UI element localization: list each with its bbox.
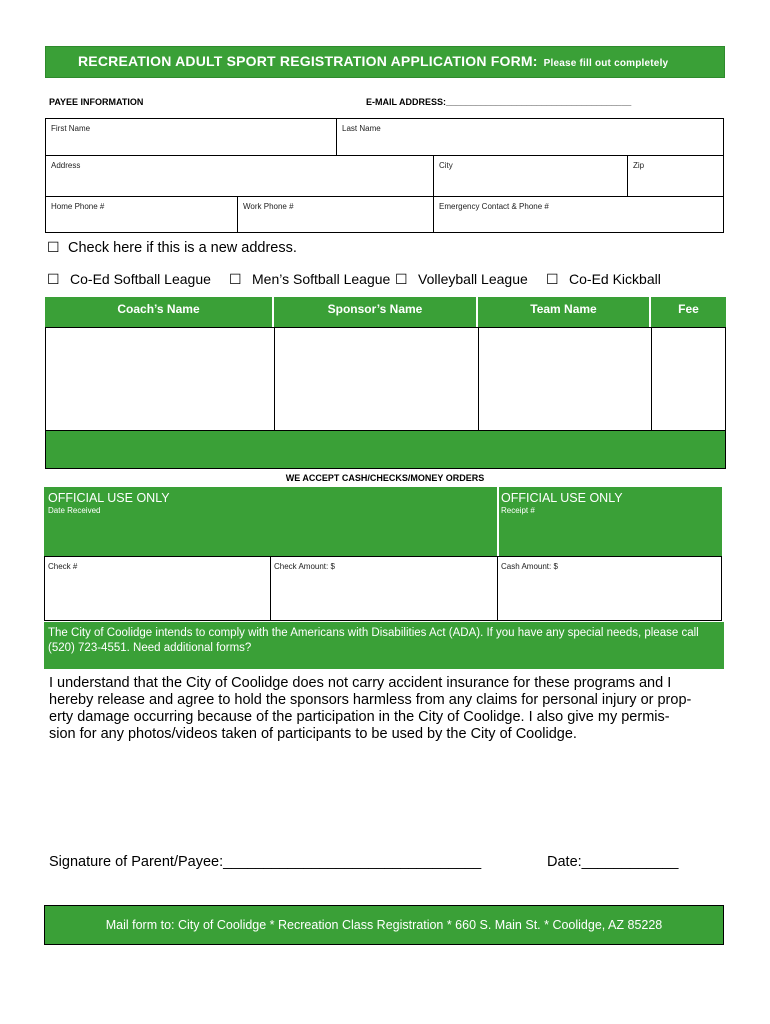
official-use-left-title: OFFICIAL USE ONLY [48, 491, 170, 505]
zip-field[interactable] [627, 155, 724, 197]
waiver-line: erty damage occurring because of the participation in the City of Coolidge. I also give my permis- [49, 709, 670, 725]
work-phone-label: Work Phone # [243, 202, 294, 211]
cash-amount-field[interactable] [497, 556, 722, 621]
waiver-paragraph [49, 675, 691, 743]
waiver-line: hereby release and agree to hold the sponsors harmless from any claims for personal injury or prop- [49, 692, 692, 708]
coach-name-header: Coach’s Name [45, 297, 274, 327]
official-use-left [44, 487, 497, 556]
sponsor-name-header: Sponsor’s Name [274, 297, 478, 327]
mailing-footer [44, 905, 724, 945]
cash-amount-label: Cash Amount: $ [501, 562, 558, 571]
form-title: RECREATION ADULT SPORT REGISTRATION APPLICATION FORM: Please fill out completely [78, 53, 669, 69]
team-name-header: Team Name [478, 297, 651, 327]
home-phone-field[interactable] [45, 196, 238, 233]
address-field[interactable] [45, 155, 434, 197]
new-address-row[interactable] [47, 239, 297, 257]
league-label: Men’s Softball League [252, 271, 391, 287]
league-checkbox[interactable]: ☐ [395, 271, 408, 287]
official-use-right [497, 487, 722, 556]
last-name-label: Last Name [342, 124, 381, 133]
work-phone-field[interactable] [237, 196, 434, 233]
emergency-contact-label: Emergency Contact & Phone # [439, 202, 549, 211]
league-label: Co-Ed Softball League [70, 271, 211, 287]
address-label: Address [51, 161, 81, 170]
form-subtitle: Please fill out completely [543, 58, 669, 69]
league-label: Volleyball League [418, 271, 528, 287]
ada-notice-text: The City of Coolidge intends to comply with the Americans with Disabilities Act (ADA). If you have any special needs, please call (520) 723-4551. Need additional forms? [48, 627, 699, 654]
official-use-right-title: OFFICIAL USE ONLY [501, 491, 623, 505]
payee-section-label: PAYEE INFORMATION [49, 97, 144, 107]
sponsor-name-field[interactable] [274, 327, 479, 430]
league-checkbox[interactable]: ☐ [546, 271, 559, 287]
form-title-bar [45, 46, 725, 78]
date-received-label: Date Received [48, 506, 101, 515]
check-amount-field[interactable] [270, 556, 498, 621]
league-checkbox[interactable]: ☐ [47, 271, 60, 287]
check-amount-label: Check Amount: $ [274, 562, 335, 571]
league-label: Co-Ed Kickball [569, 271, 661, 287]
zip-label: Zip [633, 161, 645, 170]
team-table-footer-bar [45, 430, 726, 469]
emergency-contact-field[interactable] [433, 196, 724, 233]
league-checkbox[interactable]: ☐ [229, 271, 242, 287]
team-name-field[interactable] [478, 327, 652, 430]
fee-field[interactable] [651, 327, 726, 430]
fee-header: Fee [651, 297, 726, 327]
league-option-volleyball[interactable] [395, 271, 528, 289]
home-phone-label: Home Phone # [51, 202, 105, 211]
waiver-line: I understand that the City of Coolidge does not carry accident insurance for these programs and I [49, 675, 672, 691]
coach-name-field[interactable] [45, 327, 275, 430]
last-name-field[interactable] [336, 118, 724, 156]
email-field[interactable]: E-MAIL ADDRESS:_____________________________________ [366, 97, 632, 107]
payment-note: WE ACCEPT CASH/CHECKS/MONEY ORDERS [285, 473, 485, 483]
new-address-checkbox[interactable]: ☐ [47, 239, 60, 255]
ada-notice-box [44, 622, 724, 669]
city-field[interactable] [433, 155, 628, 197]
new-address-label: Check here if this is a new address. [68, 240, 297, 256]
check-number-field[interactable] [44, 556, 271, 621]
league-option-coed-softball[interactable] [47, 271, 211, 289]
receipt-label: Receipt # [501, 506, 535, 515]
check-number-label: Check # [48, 562, 78, 571]
first-name-field[interactable] [45, 118, 337, 156]
signature-field[interactable]: Signature of Parent/Payee:________________________________ [49, 854, 482, 870]
waiver-line: sion for any photos/videos taken of participants to be used by the City of Coolidge. [49, 726, 577, 742]
league-option-coed-kickball[interactable] [546, 271, 661, 289]
league-option-mens-softball[interactable] [229, 271, 390, 289]
first-name-label: First Name [51, 124, 91, 133]
mailing-address: Mail form to: City of Coolidge * Recreation Class Registration * 660 S. Main St. * Coolidge, AZ 85228 [105, 918, 663, 932]
city-label: City [439, 161, 453, 170]
date-field[interactable]: Date:____________ [547, 854, 679, 870]
